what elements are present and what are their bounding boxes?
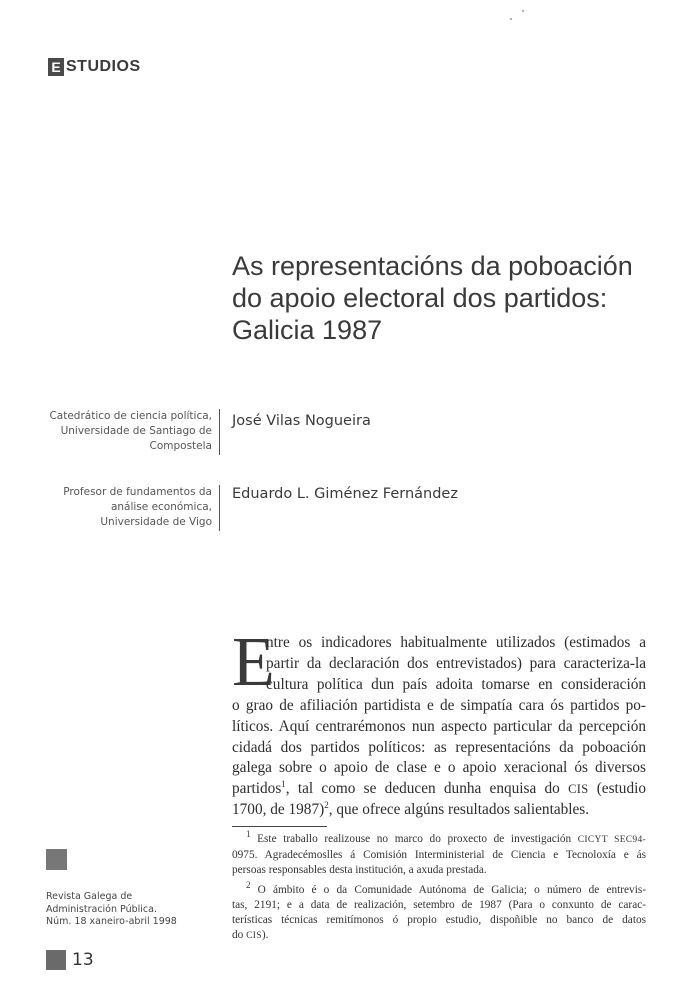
body-line: partir da declaración dos entrevistados) para caracteriza-la [266, 654, 646, 672]
author-name: Eduardo L. Giménez Fernández [232, 486, 458, 502]
body-text-run: , tal como se deducen dunha enquisa do [285, 780, 569, 798]
footnote-mark: 1 [246, 829, 251, 840]
affiliation-line: análise económica, [110, 501, 212, 513]
body-line: o grao de afiliación partidista e de simpatía cara ós partidos po- [232, 696, 646, 714]
title-line: As representacións da poboación [232, 251, 633, 281]
footnote-line [232, 928, 646, 944]
affiliation-line: Universidade de Vigo [100, 516, 212, 528]
journal-info [46, 891, 177, 929]
body-line: galega sobre o apoio de clase e o apoio xeracional ós diversos [232, 759, 646, 777]
journal-line: Revista Galega de [46, 891, 133, 902]
title-line: Galicia 1987 [232, 315, 383, 345]
footnote-line: persoas responsables desta institución, a axuda prestada. [232, 864, 487, 877]
acronym: CICYT SEC94- [577, 835, 646, 845]
title-line: do apoio electoral dos partidos: [232, 283, 608, 313]
body-line [232, 779, 646, 800]
article-title [232, 250, 672, 346]
section-initial-box: E [48, 58, 64, 76]
footnote-text: do [232, 929, 247, 942]
footnote-text: O ámbito é o da Comunidade Autónoma de Galicia; o número de entrevis- [250, 883, 646, 896]
author-divider [219, 409, 220, 455]
scan-speck [522, 10, 524, 12]
footnote-line [232, 829, 646, 848]
author-divider [219, 485, 220, 531]
body-line: cidadá dos partidos políticos: as representacións da poboación [232, 738, 646, 756]
footnote-text: Este traballo realizouse no marco do proxecto de investigación [250, 833, 578, 845]
footnote-line: 0975. Agradecémoslles á Comisión Interministerial de Ciencia e Tecnoloxía e ás [232, 849, 646, 862]
section-header [48, 58, 141, 76]
footnote-line [232, 879, 646, 898]
body-line: cultura política dun país adoita tomarse en consideración [266, 675, 646, 693]
page-number-block [46, 950, 94, 970]
section-label: STUDIOS [66, 58, 141, 75]
acronym: CIS [568, 782, 589, 797]
page-number: 13 [72, 950, 94, 970]
footnote-line: tas, 2191; e a data de realización, setembro de 1987 (Para o conxunto de carac- [232, 898, 646, 911]
decorative-square [46, 849, 67, 870]
body-line [232, 800, 646, 821]
journal-line: Núm. 18 xaneiro-abril 1998 [46, 916, 177, 927]
footnote-rule [232, 826, 327, 827]
affiliation-line: Compostela [149, 440, 212, 452]
footnote-mark: 2 [246, 879, 251, 890]
author-affiliation [63, 485, 212, 530]
footnotes [232, 829, 646, 944]
body-text-run: , que ofrece algúns resultados salientables. [328, 801, 590, 819]
body-paragraph [232, 624, 646, 821]
body-text-run: 1700, de 1987) [232, 801, 325, 819]
affiliation-line: Profesor de fundamentos da [63, 486, 212, 498]
journal-line: Administración Pública. [46, 903, 157, 915]
body-line: ntre os indicadores habitualmente utilizados (estimados a [266, 634, 646, 651]
footnote-text: ). [261, 929, 269, 942]
affiliation-line: Universidade de Santiago de [60, 425, 212, 437]
scan-speck [510, 18, 512, 20]
author-name: José Vilas Nogueira [232, 413, 371, 429]
affiliation-line: Catedrático de ciencia política, [49, 410, 212, 422]
page-number-square [46, 950, 66, 970]
body-line: líticos. Aquí centrarémonos nun aspecto particular da percepción [232, 717, 646, 735]
footnote-ref: 2 [324, 800, 329, 811]
drop-cap: E [232, 624, 275, 701]
footnote-ref: 1 [281, 779, 286, 790]
footnote-line: terísticas técnicas remitímonos ó propio estudio, dispoñible no banco de datos [232, 914, 646, 927]
body-text-run: (estudio [588, 780, 646, 798]
acronym: CIS [246, 931, 262, 942]
author-affiliation [49, 409, 212, 454]
body-text-run: partidos [232, 780, 282, 798]
